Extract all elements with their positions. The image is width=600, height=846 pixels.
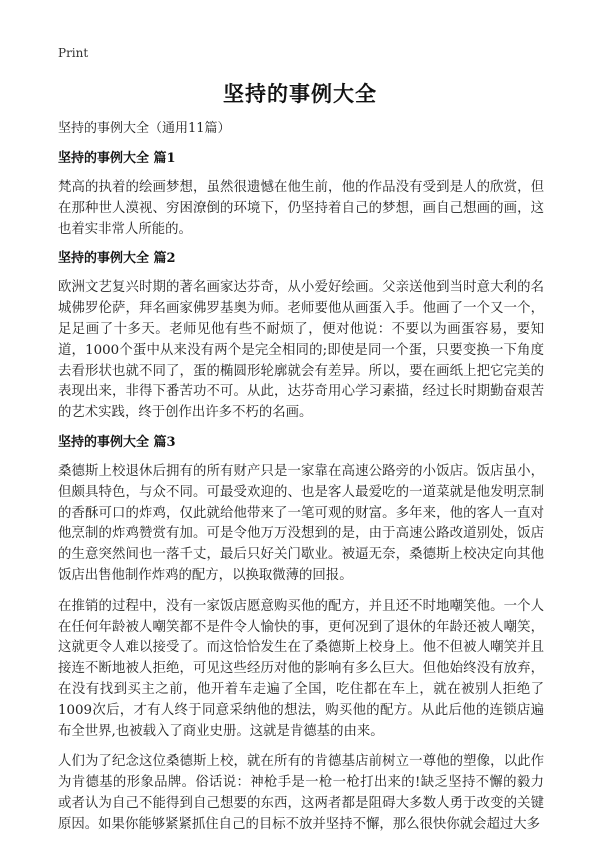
section-1-paragraph: 梵高的执着的绘画梦想，虽然很遗憾在他生前，他的作品没有受到是人的欣赏，但在那种世人漠视、穷困潦倒的环境下，仍坚持着自己的梦想，画自己想画的画，这也着实非常人所能的。 bbox=[58, 180, 544, 237]
section-heading-1: 坚持的事例大全 篇1 bbox=[58, 151, 176, 166]
document-subtitle: 坚持的事例大全（通用11篇） bbox=[58, 121, 231, 136]
page-title: 坚持的事例大全 bbox=[223, 81, 377, 106]
section-heading-2: 坚持的事例大全 篇2 bbox=[58, 251, 176, 267]
section-3-paragraph-1: 桑德斯上校退休后拥有的所有财产只是一家靠在高速公路旁的小饭店。饭店虽小，但颇具特色，与众不同。可最受欢迎的、也是客人最爱吃的一道菜就是他发明烹制的香酥可口的炸鸡，仅此就给他带来了一笔可观的财富。多年来，他的客人一直对他烹制的炸鸡赞赏有加。可是令他万万没想到的是，由于高速公路改道别处，饭店的生意突然间也一落千丈，最后只好关门歇业。被逼无奈，桑德斯上校决定向其他饭店出售他制作炸鸡的配方，以换取微薄的回报。 bbox=[58, 463, 544, 583]
document-body bbox=[58, 120, 544, 846]
section-2-paragraph: 欧洲文艺复兴时期的著名画家达芬奇，从小爱好绘画。父亲送他到当时意大利的名城佛罗伦萨，拜名画家佛罗基奥为师。老师要他从画蛋入手。他画了一个又一个，足足画了十多天。老师见他有些不耐烦了，便对他说：不要以为画蛋容易，要知道，1000个蛋中从来没有两个是完全相同的;即使是同一个蛋，只要变换一下角度去看形状也就不同了，蛋的椭圆形轮廓就会有差异。所以，要在画纸上把它完美的表现出来，非得下番苦功不可。从此，达芬奇用心学习素描，经过长时期勤奋艰苦的艺术实践，终于创作出许多不朽的名画。 bbox=[58, 280, 544, 421]
section-3-paragraph-2: 在推销的过程中，没有一家饭店愿意购买他的配方，并且还不时地嘲笑他。一个人在任何年龄被人嘲笑都不是件令人愉快的事，更何况到了退休的年龄还被人嘲笑，这就更令人难以接受了。而这恰恰发生在了桑德斯上校身上。他不但被人嘲笑并且接连不断地被人拒绝，可见这些经历对他的影响有多么巨大。但他始终没有放弃，在没有找到买主之前，他开着车走遍了全国，吃住都在车上，就在被别人拒绝了1009次后，才有人终于同意采纳他的想法，购买他的配方。从此后他的连锁店遍布全世界,也被载入了商业史册。这就是肯德基的由来。 bbox=[58, 598, 544, 739]
print-link[interactable]: Print bbox=[58, 46, 89, 60]
section-heading-3: 坚持的事例大全 篇3 bbox=[58, 434, 176, 450]
section-3-paragraph-3: 人们为了纪念这位桑德斯上校，就在所有的肯德基店前树立一尊他的塑像，以此作为肯德基的形象品牌。俗话说：神枪手是一枪一枪打出来的!缺乏坚持不懈的毅力或者认为自己不能得到自己想要的东西，这两者都是阻碍大多数人勇于改变的关键原因。如果你能够紧紧抓住自己的目标不放并坚持不懈，那么很快你就会超过大多 bbox=[58, 754, 544, 832]
